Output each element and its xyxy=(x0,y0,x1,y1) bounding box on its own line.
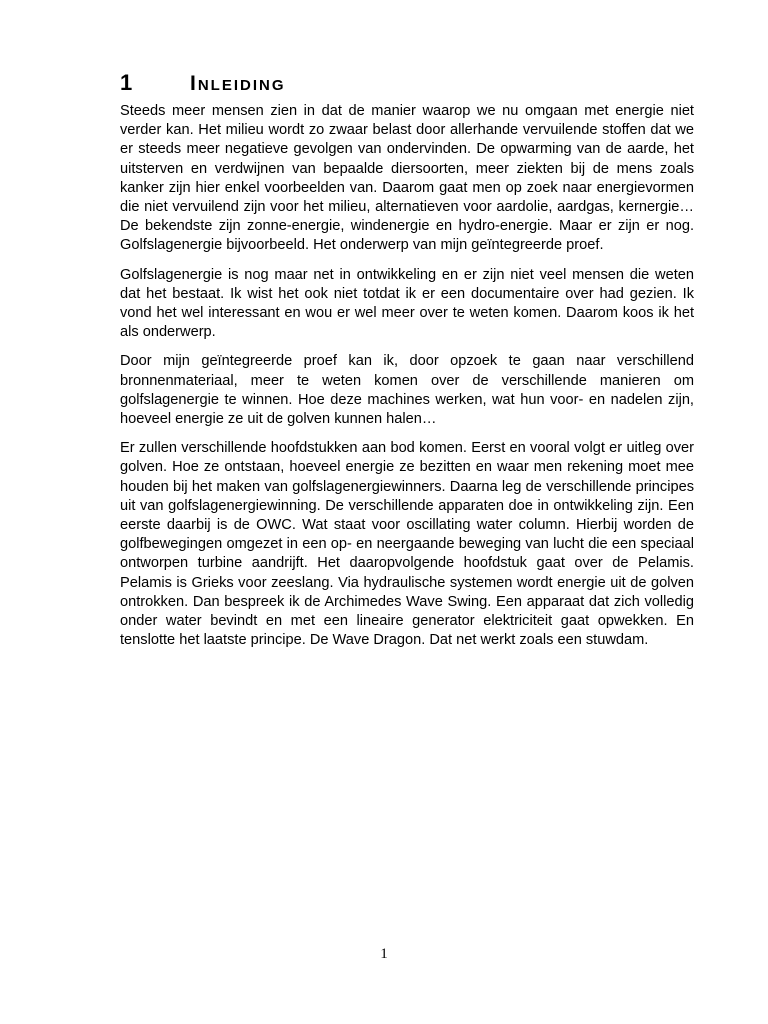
chapter-number: 1 xyxy=(120,70,133,95)
page-content xyxy=(120,70,694,660)
chapter-title: Inleiding xyxy=(190,72,286,95)
chapter-heading xyxy=(120,70,694,96)
page-number: 1 xyxy=(380,946,388,962)
paragraph-4: Er zullen verschillende hoofdstukken aan bod komen. Eerst en vooral volgt er uitleg over golven. Hoe ze ontstaan, hoeveel energie ze bezitten en waar men rekening moet mee houden bij het maken van golfslagenergiewinners. Daarna leg de verschillende principes uit van golfslagenergiewinning. De verschillende apparaten doe in ontwikkeling zijn. Een eerste daarbij is de OWC. Wat staat voor oscillating water column. Hierbij worden de golfbewegingen omgezet in een op- en neergaande beweging van lucht die een speciaal ontworpen turbine aandrijft. Het daaropvolgende hoofdstuk gaat over de Pelamis. Pelamis is Grieks voor zeeslang. Via hydraulische systemen wordt energie uit de golven ontrokken. Dan bespreek ik de Archimedes Wave Swing. Een apparaat dat zich volledig onder water bevindt en met een lineaire generator elektriciteit gaat opwekken. En tenslotte het laatste principe. De Wave Dragon. Dat net werkt zoals een stuwdam. xyxy=(120,440,694,649)
paragraph-1: Steeds meer mensen zien in dat de manier waarop we nu omgaan met energie niet verder kan. Het milieu wordt zo zwaar belast door allerhande vervuilende stoffen dat we er steeds meer negatieve gevolgen van ondervinden. De opwarming van de aarde, het uitsterven en verdwijnen van bepaalde diersoorten, meer ziekten bij de mens zoals kanker zijn hier enkel voorbeelden van. Daarom gaat men op zoek naar energievormen die niet vervuilend zijn voor het milieu, alternatieven voor aardolie, aardgas, kernergie… De bekendste zijn zonne-energie, windenergie en hydro-energie. Maar er zijn er nog. Golfslagenergie bijvoorbeeld. Het onderwerp van mijn geïntegreerde proef. xyxy=(120,103,694,254)
paragraph-3: Door mijn geïntegreerde proef kan ik, door opzoek te gaan naar verschillend bronnenmateriaal, meer te weten komen over de verschillende manieren om golfslagenergie te winnen. Hoe deze machines werken, wat hun voor- en nadelen zijn, hoeveel energie ze uit de golven kunnen halen… xyxy=(120,353,694,428)
paragraph-2: Golfslagenergie is nog maar net in ontwikkeling en er zijn niet veel mensen die weten dat het bestaat. Ik wist het ook niet totdat ik er een documentaire over had gezien. Ik vond het wel interessant en wou er wel meer over te weten komen. Daarom koos ik het als onderwerp. xyxy=(120,266,694,341)
